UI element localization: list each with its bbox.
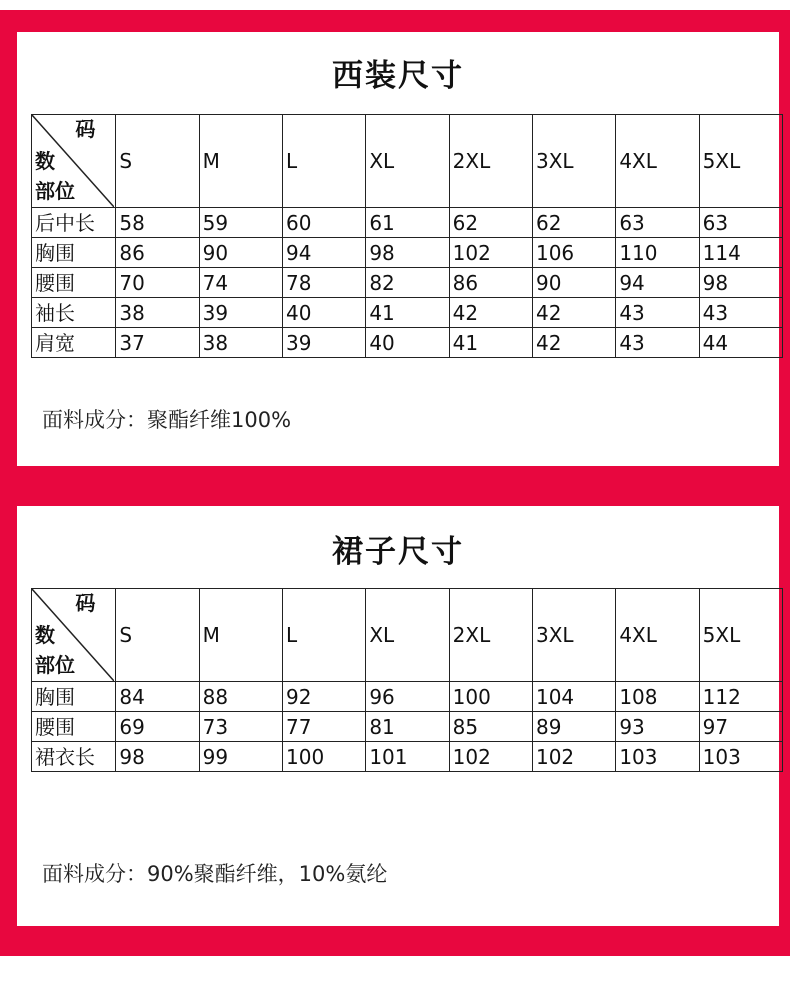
measurement-cell: 41	[449, 328, 532, 358]
measurement-cell: 73	[199, 712, 282, 742]
row-label-cell: 腰围	[32, 712, 116, 742]
suit-panel	[0, 10, 790, 486]
size-header-cell: 2XL	[449, 115, 532, 208]
table-row	[32, 298, 783, 328]
measurement-cell: 102	[449, 742, 532, 772]
suit-card	[17, 32, 779, 466]
size-header-cell: 4XL	[616, 589, 699, 682]
measurement-cell: 59	[199, 208, 282, 238]
measurement-cell: 62	[532, 208, 615, 238]
measurement-cell: 77	[283, 712, 366, 742]
corner-label-count: 数	[35, 149, 55, 173]
row-label-cell: 裙衣长	[32, 742, 116, 772]
measurement-cell: 60	[283, 208, 366, 238]
size-header-cell: XL	[366, 589, 449, 682]
measurement-cell: 86	[116, 238, 199, 268]
measurement-cell: 100	[283, 742, 366, 772]
measurement-cell: 81	[366, 712, 449, 742]
measurement-cell: 103	[699, 742, 782, 772]
table-header-row	[32, 115, 783, 208]
table-row	[32, 268, 783, 298]
measurement-cell: 42	[532, 328, 615, 358]
skirt-card	[17, 506, 779, 926]
measurement-cell: 100	[449, 682, 532, 712]
measurement-cell: 39	[283, 328, 366, 358]
measurement-cell: 74	[199, 268, 282, 298]
table-row	[32, 712, 783, 742]
size-header-cell: 5XL	[699, 589, 782, 682]
size-header-cell: XL	[366, 115, 449, 208]
measurement-cell: 98	[366, 238, 449, 268]
measurement-cell: 42	[449, 298, 532, 328]
size-header-cell: 3XL	[532, 589, 615, 682]
measurement-cell: 70	[116, 268, 199, 298]
measurement-cell: 86	[449, 268, 532, 298]
measurement-cell: 62	[449, 208, 532, 238]
size-header-cell: 2XL	[449, 589, 532, 682]
suit-size-table	[31, 114, 783, 358]
row-label-cell: 胸围	[32, 238, 116, 268]
size-header-cell: 5XL	[699, 115, 782, 208]
measurement-cell: 90	[199, 238, 282, 268]
measurement-cell: 104	[532, 682, 615, 712]
measurement-cell: 40	[283, 298, 366, 328]
corner-header-cell	[32, 589, 116, 682]
size-header-cell: M	[199, 115, 282, 208]
corner-label-size: 码	[75, 117, 96, 141]
corner-label-part: 部位	[35, 179, 75, 203]
table-row	[32, 742, 783, 772]
measurement-cell: 106	[532, 238, 615, 268]
measurement-cell: 61	[366, 208, 449, 238]
measurement-cell: 39	[199, 298, 282, 328]
measurement-cell: 58	[116, 208, 199, 238]
measurement-cell: 92	[283, 682, 366, 712]
measurement-cell: 63	[616, 208, 699, 238]
measurement-cell: 94	[283, 238, 366, 268]
row-label-cell: 腰围	[32, 268, 116, 298]
corner-label-part: 部位	[35, 653, 75, 677]
measurement-cell: 101	[366, 742, 449, 772]
size-header-cell: L	[283, 589, 366, 682]
skirt-size-title: 裙子尺寸	[332, 534, 464, 570]
measurement-cell: 98	[116, 742, 199, 772]
measurement-cell: 99	[199, 742, 282, 772]
size-header-cell: 3XL	[532, 115, 615, 208]
measurement-cell: 98	[699, 268, 782, 298]
corner-label-size: 码	[75, 591, 96, 615]
measurement-cell: 84	[116, 682, 199, 712]
size-header-cell: L	[283, 115, 366, 208]
skirt-panel	[0, 484, 790, 956]
measurement-cell: 114	[699, 238, 782, 268]
row-label-cell: 肩宽	[32, 328, 116, 358]
measurement-cell: 69	[116, 712, 199, 742]
table-row	[32, 208, 783, 238]
measurement-cell: 43	[616, 298, 699, 328]
size-header-cell: S	[116, 115, 199, 208]
measurement-cell: 38	[116, 298, 199, 328]
measurement-cell: 90	[532, 268, 615, 298]
measurement-cell: 112	[699, 682, 782, 712]
measurement-cell: 88	[199, 682, 282, 712]
measurement-cell: 42	[532, 298, 615, 328]
measurement-cell: 103	[616, 742, 699, 772]
suit-size-title: 西装尺寸	[332, 58, 464, 94]
measurement-cell: 93	[616, 712, 699, 742]
size-header-cell: M	[199, 589, 282, 682]
measurement-cell: 43	[699, 298, 782, 328]
measurement-cell: 43	[616, 328, 699, 358]
skirt-size-table	[31, 588, 783, 772]
table-row	[32, 238, 783, 268]
measurement-cell: 97	[699, 712, 782, 742]
row-label-cell: 胸围	[32, 682, 116, 712]
measurement-cell: 102	[449, 238, 532, 268]
measurement-cell: 85	[449, 712, 532, 742]
measurement-cell: 82	[366, 268, 449, 298]
suit-fabric-composition: 面料成分：聚酯纤维100%	[42, 408, 292, 432]
table-row	[32, 328, 783, 358]
row-label-cell: 后中长	[32, 208, 116, 238]
measurement-cell: 102	[532, 742, 615, 772]
measurement-cell: 44	[699, 328, 782, 358]
measurement-cell: 41	[366, 298, 449, 328]
measurement-cell: 108	[616, 682, 699, 712]
measurement-cell: 38	[199, 328, 282, 358]
table-row	[32, 682, 783, 712]
size-header-cell: 4XL	[616, 115, 699, 208]
size-header-cell: S	[116, 589, 199, 682]
corner-header-cell	[32, 115, 116, 208]
measurement-cell: 63	[699, 208, 782, 238]
measurement-cell: 37	[116, 328, 199, 358]
table-header-row	[32, 589, 783, 682]
measurement-cell: 89	[532, 712, 615, 742]
corner-label-count: 数	[35, 623, 55, 647]
measurement-cell: 94	[616, 268, 699, 298]
skirt-fabric-composition: 面料成分：90%聚酯纤维，10%氨纶	[42, 862, 388, 886]
measurement-cell: 96	[366, 682, 449, 712]
row-label-cell: 袖长	[32, 298, 116, 328]
measurement-cell: 78	[283, 268, 366, 298]
measurement-cell: 40	[366, 328, 449, 358]
measurement-cell: 110	[616, 238, 699, 268]
